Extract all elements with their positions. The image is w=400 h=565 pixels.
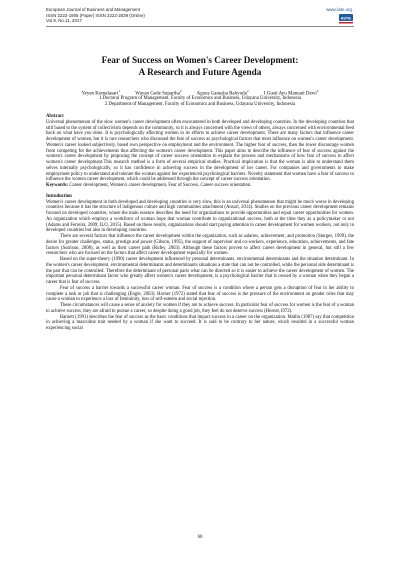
header-rule: [46, 26, 354, 27]
logo-text: IISTE: [340, 15, 352, 21]
author-affiliation-mark: 1: [118, 89, 121, 93]
keywords-text: Career development, Women's career development, Fear of Success, Career success orientation.: [68, 183, 252, 188]
body-paragraph: Fear of success a barrier towards a successful career woman. Fear of success is a condition where a person gets a disruption of fear in her ability to complete a task or job that is challenging (Engle, 2003). Horner (1972) stated that fear of success is the pressure of the environment on gender roles that may cause a woman to experience a loss of femininity, loss of self-esteem and social rejection.: [46, 285, 354, 303]
journal-name: European Journal of Business and Management: [46, 7, 140, 12]
affiliation-1: 1.Doctoral Program of Management, Faculty of Economics and Business, Udayana University, Indonesia: [98, 96, 302, 101]
body-paragraph: Barnett (1991) describes the fear of success as the basic conditions that impact success in a career on the organization. Matlin (1987) say that competition in achieving a masculine trait needed by a woman if she want to succeed. It is said to be contrary to her nature, which resulted in a successful woman experiencing social: [46, 314, 354, 331]
introduction-heading: Introduction: [46, 193, 72, 199]
author-affiliation-mark: 2: [246, 89, 249, 93]
page-number: 60: [197, 535, 203, 540]
journal-header: [46, 7, 145, 24]
author-affiliation-mark: 2: [316, 89, 319, 93]
body-paragraph: Women's career development in both developed and developing countries is very slow, this is an universal phenomenon that might be much worse in developing countries because it has the structure of indigenous culture and high communities attachment (Ansari, 2014). Studies on the previous career development remains focused on developed countries, where the main essence describes the need for organizations to provide opportunities and equal career opportunities for women. An organization which employs a workforce of woman hope that woman contribute to organizational success, both at the time they as a policymaker or not (Adams and Ferreira, 2009; ILO, 2015). Based on these results, organizations should start paying attention to career development for women workers, not only in developed countries but also in developing countries.: [46, 199, 354, 234]
affiliation-2: 2.Department of Management, Faculty of Economics and Business, Udayana University, Indonesia: [104, 102, 296, 108]
title-line-1: Fear of Success on Women's Career Development:: [101, 55, 299, 65]
keywords-line: [46, 183, 354, 189]
abstract-heading: Abstract: [46, 114, 64, 119]
abstract-text: Universal phenomenon of the slow women's career development often encountered in both developed and developing countries. In the developing countries that still based to the system of collectivism depends on the community, so it is always concerned with the views of others, always concerned with environmental feed back on what have you done. It is psychologically affecting women in its efforts to achieve career development. There are many factors that influence career development of women, but it is rare researchers who discussed the fear of success as psychological factors that most influence on women's career development. Women's career looked subjectively, based own perspective on employment and the environment. The higher fear of success, then the lower discourage women from competing for the achievements thus affecting the women's career development. This paper aims to describe the influence of fear of success against the women's career development by proposing the concept of career success orientation to explain the process and mechanisms of how fear of success to affect women's career development.This research method is a form of several empirical studies. Practical implication is that the woman is able to understand them selves internally psychologically, so it has confidence in achieving success in the development of her career. For companies and governments to make employment policy to understand and tolerate the woman against her experienced psychological barriers. Novelty statement that women have a fear of success to influence the women career development, which could be addressed through the concept of career success orientation.: [46, 119, 354, 183]
title-line-2: A Research and Future Agenda: [138, 67, 262, 77]
paper-body: [46, 114, 354, 332]
journal-volume: Vol.9, No.11, 2017: [46, 18, 82, 24]
affiliations: [46, 96, 354, 108]
iiste-logo: [338, 13, 354, 25]
author-name: Wayan Gede Supartha: [135, 91, 180, 97]
body-paragraph: These circumstances will cause a sense of anxiety for women if they are to achieve success. In particular fear of success for women is the fear of a woman to achieve success, they are afraid to pursue a career, so despite doing a good job, they feel do not deserve success (Horner,1972).: [46, 303, 354, 314]
keywords-label: Keywords:: [46, 183, 69, 188]
author-name: Yeyen Komalasari: [81, 91, 119, 97]
paper-title: [46, 54, 354, 78]
journal-website-link[interactable]: www.iiste.org: [326, 7, 352, 12]
journal-issn: ISSN 2222-1905 (Paper) ISSN 2222-2839 (Online): [46, 12, 145, 18]
author-affiliation-mark: 2: [179, 89, 182, 93]
body-paragraph: Based on the super-theory (1990) career development influenced by personal determinants, environmental determinants and the situation determinant. In the women's career development, environmental determinants and determinants situations a state that can not be controlled, while the personal side determinant is the part that can be controlled. Therefore the determinant of personal parts what can be directed so it is easier to achieve the career development of women. The important personal determinant factor who greatly affect women's career development, is a psychological barrier that is owned by a woman when they began a career that is fear of success.: [46, 257, 354, 285]
author-name: I Gusti Ayu Manuati Dewi: [263, 91, 317, 97]
body-paragraph: There are several factors that influence the career development within the organization, such as salaries, achievement, and promotion (Sturges, 1999), the desire for greater challenges, status, prestige and power (Gibson, 1995), the support of supervisor and co-workers, experience, education, achievements, and fate factors (Sutrisno, 2008), as well as their career path (Rufey, 2003). Although these factors proven to affect career development in general, but still a few researchers who are focused on the factors that affect career development especially for women.: [46, 234, 354, 257]
author-name: Agoes Ganesha Rahyuda: [196, 91, 247, 97]
